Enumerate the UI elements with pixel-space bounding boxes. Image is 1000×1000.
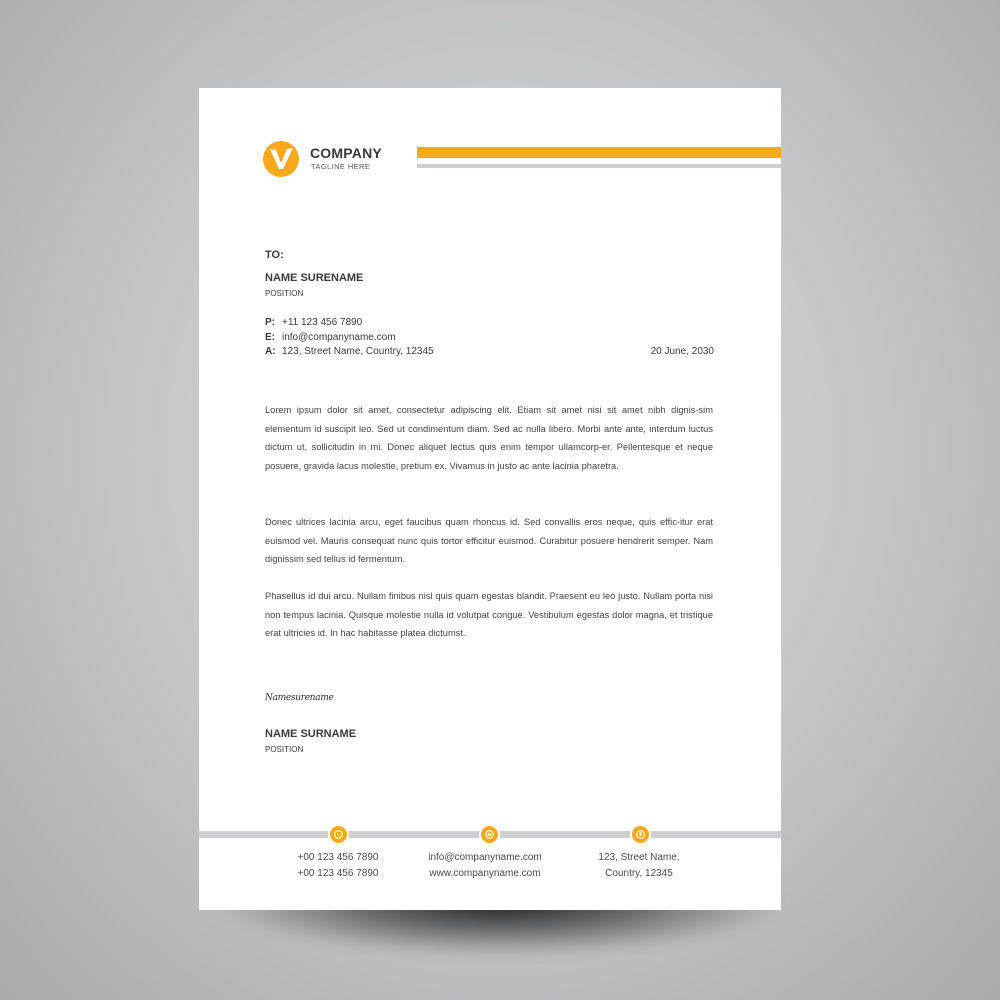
phone-icon xyxy=(328,824,349,845)
footer-web-column xyxy=(415,850,555,882)
footer-address-2: Country, 12345 xyxy=(605,868,673,879)
v-circle-logo-icon xyxy=(263,141,299,177)
header-accent-bar xyxy=(417,147,781,158)
footer-address-column xyxy=(579,850,699,882)
footer-phone-1: +00 123 456 7890 xyxy=(297,852,379,863)
footer-email: info@companyname.com xyxy=(428,852,542,863)
contact-address: 123, Street Name, Country, 12345 xyxy=(282,346,434,357)
header-gray-bar xyxy=(417,164,781,168)
signer-name: NAME SURNAME xyxy=(265,728,357,740)
contact-phone: +11 123 456 7890 xyxy=(282,317,363,328)
recipient-name: NAME SURENAME xyxy=(265,272,364,284)
contact-email-line xyxy=(265,332,396,343)
footer-address-1: 123, Street Name, xyxy=(598,852,680,863)
address-label: A: xyxy=(265,346,276,357)
body-paragraph-3: Phasellus id dui arcu. Nullam finibus nisl quis quam egestas blandit. Praesent eu leo justo. Nullam porta nisi non tempus lacinia. Quisque molestie nulla id volutpat congue. Vestibulum egestas dolor magna, et tristique erat ultricies id. In hac habitasse platea dictumst. xyxy=(265,591,713,639)
email-icon xyxy=(479,824,500,845)
company-name: COMPANY xyxy=(310,145,382,161)
letter-date: 20 June, 2030 xyxy=(650,346,714,357)
signer-position: POSITION xyxy=(265,745,304,754)
email-label: E: xyxy=(265,332,275,343)
contact-phone-line xyxy=(265,317,362,328)
contact-address-line xyxy=(265,346,434,357)
to-label: TO: xyxy=(265,249,284,261)
body-paragraph-2: Donec ultrices lacinia arcu, eget faucibus quam rhoncus id. Sed convallis eros neque, quis effic-itur erat euismod vel. Mauris consequat nunc quis tortor efficitur euismod. Curabitur posuere hendrerit semper. Nam dignissim sed tellus id fermentum. xyxy=(265,517,713,565)
footer-website: www.companyname.com xyxy=(429,868,541,879)
handwritten-signature: Namesurename xyxy=(265,693,334,703)
recipient-position: POSITION xyxy=(265,289,304,298)
company-tagline: TAGLINE HERE xyxy=(311,162,371,171)
body-paragraph-1: Lorem ipsum dolor sit amet, consectetur adipiscing elit. Etiam sit amet nisi sit amet nibh dignis-sim elementum id suscipit leo. Sed ut condimentum diam. Sed ac nulla libero. Morbi ante ante, interdum luctus dictum ut, sollicitudin in mi. Donec aliquet lectus quis enim tempor ullamcorp-er. Pellentesque et neque posuere, gravida lacus molestie, pretium ex. Vivamus in justo ac ante lacinia pharetra. xyxy=(265,405,713,471)
letterhead-page xyxy=(199,88,781,910)
footer-phone-column xyxy=(285,850,391,882)
footer-phone-2: +00 123 456 7890 xyxy=(297,868,379,879)
contact-email: info@companyname.com xyxy=(282,332,396,343)
phone-label: P: xyxy=(265,317,275,328)
location-icon xyxy=(630,824,651,845)
